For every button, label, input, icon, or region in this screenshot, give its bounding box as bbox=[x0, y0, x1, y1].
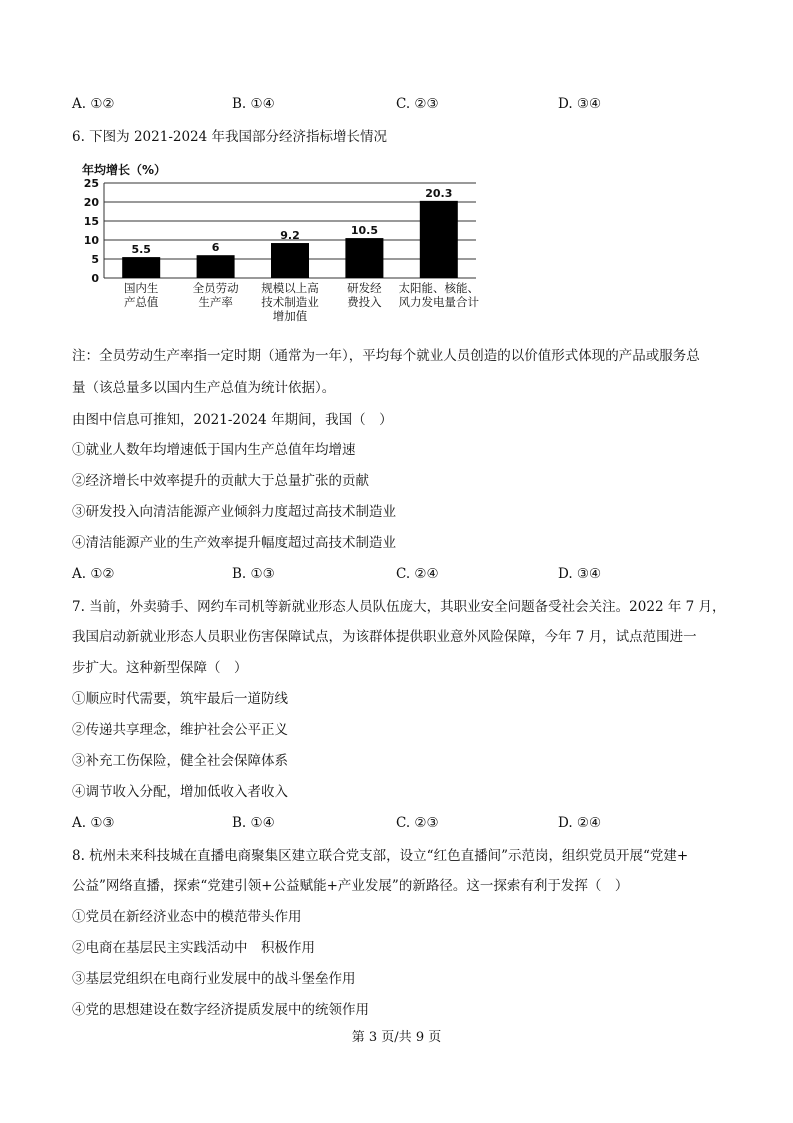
bar-1 bbox=[122, 257, 160, 278]
q6-stem: 6. 下图为 2021-2024 年我国部分经济指标增长情况 bbox=[72, 129, 388, 145]
q7-option-d[interactable]: D. ②④ bbox=[558, 815, 602, 831]
data-label-3: 9.2 bbox=[280, 229, 300, 243]
q5-option-c[interactable]: C. ②③ bbox=[396, 96, 439, 112]
category-label-1-line-1: 国内生 bbox=[123, 281, 159, 295]
y-tick-label-20: 20 bbox=[83, 196, 99, 209]
q7-option-c[interactable]: C. ②③ bbox=[396, 815, 439, 831]
y-tick-label-25: 25 bbox=[83, 177, 99, 190]
q7-option-a[interactable]: A. ①③ bbox=[72, 815, 115, 831]
q7-option-b[interactable]: B. ①④ bbox=[232, 815, 275, 831]
q7-item-1: ①顺应时代需要，筑牢最后一道防线 bbox=[72, 691, 288, 707]
bar-3 bbox=[271, 243, 309, 278]
data-label-4: 10.5 bbox=[350, 224, 378, 238]
y-tick-label-5: 5 bbox=[91, 253, 99, 266]
q6-bar-chart bbox=[72, 158, 492, 330]
q6-options bbox=[72, 566, 752, 584]
q6-question: 由图中信息可推知，2021-2024 年期间，我国（ ） bbox=[72, 412, 393, 428]
q7-item-2: ②传递共享理念，维护社会公平正义 bbox=[72, 722, 288, 738]
q6-option-a[interactable]: A. ①② bbox=[72, 566, 115, 582]
y-tick-label-10: 10 bbox=[83, 234, 99, 247]
bar-4 bbox=[345, 238, 383, 278]
y-axis-label: 年均增长（%） bbox=[82, 163, 167, 177]
q7-options bbox=[72, 815, 752, 833]
q8-item-1: ①党员在新经济业态中的模范带头作用 bbox=[72, 909, 302, 925]
q6-item-1: ①就业人数年均增速低于国内生产总值年均增速 bbox=[72, 442, 356, 458]
category-label-3-line-1: 规模以上高 bbox=[261, 281, 319, 295]
q6-item-3: ③研发投入向清洁能源产业倾斜力度超过高技术制造业 bbox=[72, 504, 396, 520]
q6-item-2: ②经济增长中效率提升的贡献大于总量扩张的贡献 bbox=[72, 473, 369, 489]
q7-line2: 我国启动新就业形态人员职业伤害保障试点，为该群体提供职业意外风险保障，今年 7 月，试点范围进一 bbox=[72, 629, 697, 645]
category-label-3-line-2: 技术制造业 bbox=[261, 295, 319, 309]
category-label-5-line-2: 风力发电量合计 bbox=[398, 295, 480, 309]
q8-line2: 公益”网络直播，探索“党建引领+公益赋能+产业发展”的新路径。这一探索有利于发挥（ ） bbox=[72, 878, 629, 894]
bar-2 bbox=[197, 255, 235, 278]
bar-5 bbox=[420, 201, 458, 278]
category-label-2-line-2: 生产率 bbox=[198, 295, 233, 309]
q7-item-3: ③补充工伤保险，健全社会保障体系 bbox=[72, 753, 288, 769]
q5-option-b[interactable]: B. ①④ bbox=[232, 96, 275, 112]
y-tick-label-0: 0 bbox=[91, 272, 99, 285]
q6-note-line1: 注：全员劳动生产率指一定时期（通常为一年），平均每个就业人员创造的以价值形式体现的产品或服务总 bbox=[72, 348, 700, 364]
category-label-4-line-2: 费投入 bbox=[347, 295, 382, 309]
q7-item-4: ④调节收入分配，增加低收入者收入 bbox=[72, 784, 288, 800]
category-label-3-line-3: 增加值 bbox=[272, 309, 308, 323]
data-label-5: 20.3 bbox=[425, 186, 453, 200]
category-label-2-line-1: 全员劳动 bbox=[192, 281, 239, 295]
q6-note-line2: 量（该总量多以国内生产总值为统计依据）。 bbox=[72, 380, 336, 396]
q6-item-4: ④清洁能源产业的生产效率提升幅度超过高技术制造业 bbox=[72, 535, 396, 551]
category-label-4-line-1: 研发经 bbox=[347, 281, 382, 295]
q7-line1: 7. 当前，外卖骑手、网约车司机等新就业形态人员队伍庞大，其职业安全问题备受社会关注。2022 年 7 月， bbox=[72, 599, 726, 615]
q6-option-c[interactable]: C. ②④ bbox=[396, 566, 439, 582]
data-label-2: 6 bbox=[211, 241, 220, 255]
category-label-1-line-2: 产总值 bbox=[123, 295, 159, 309]
q8-line1: 8. 杭州未来科技城在直播电商聚集区建立联合党支部，设立“红色直播间”示范岗，组织党员开展“党建+ bbox=[72, 848, 689, 864]
q7-line3: 步扩大。这种新型保障（ ） bbox=[72, 660, 248, 676]
y-tick-label-15: 15 bbox=[83, 215, 99, 228]
q8-item-3: ③基层党组织在电商行业发展中的战斗堡垒作用 bbox=[72, 971, 356, 987]
q8-item-2: ②电商在基层民主实践活动中 积极作用 bbox=[72, 940, 315, 956]
page-number: 第 3 页/共 9 页 bbox=[351, 1030, 442, 1045]
q8-item-4: ④党的思想建设在数字经济提质发展中的统领作用 bbox=[72, 1002, 369, 1018]
q6-option-b[interactable]: B. ①③ bbox=[232, 566, 275, 582]
data-label-1: 5.5 bbox=[131, 243, 151, 257]
q5-option-d[interactable]: D. ③④ bbox=[558, 96, 602, 112]
bar-chart-svg bbox=[72, 158, 492, 330]
q5-options bbox=[72, 96, 752, 114]
q6-option-d[interactable]: D. ③④ bbox=[558, 566, 602, 582]
category-label-5-line-1: 太阳能、核能、 bbox=[398, 281, 480, 295]
q5-option-a[interactable]: A. ①② bbox=[72, 96, 115, 112]
